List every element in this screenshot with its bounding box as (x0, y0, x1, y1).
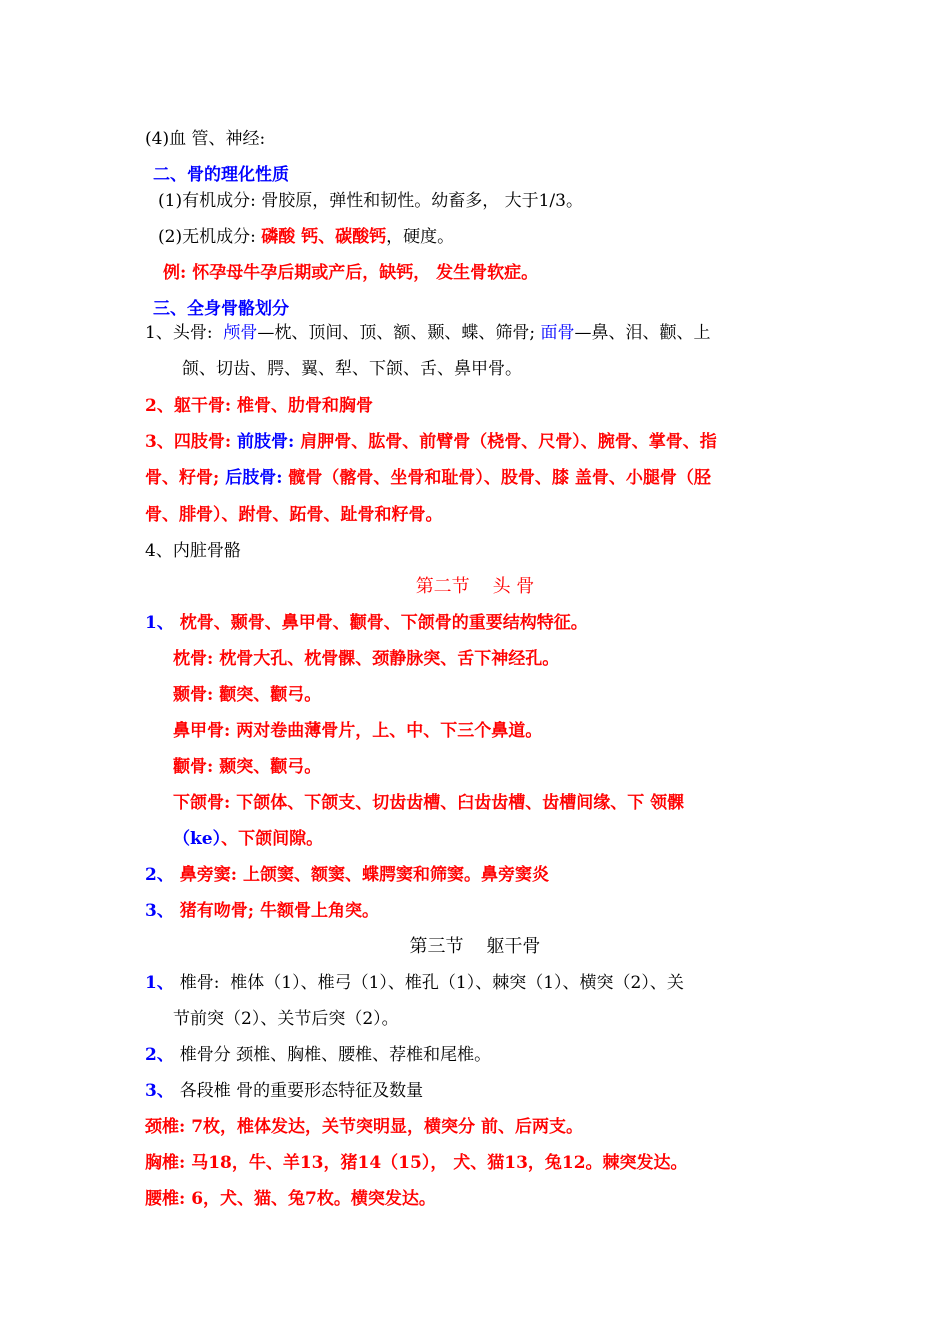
line-temporal: 颞骨: 颧突、颧弓。 (173, 685, 322, 705)
line-visceral-bones: 4、内脏骨骼 (145, 541, 241, 561)
line-trunk-bones: 2、躯干骨: 椎骨、肋骨和胸骨 (145, 396, 374, 416)
section-title-head-bones: 第二节 头 骨 (415, 576, 535, 597)
line-vertebra-types: 2、 椎骨分 颈椎、胸椎、腰椎、荐椎和尾椎。 (145, 1045, 492, 1065)
line-vertebra-parts: 1、 椎骨: 椎体（1）、椎弓（1）、椎孔（1）、棘突（1）、横突（2）、关 (145, 973, 684, 993)
line-lumbar: 腰椎: 6，犬、猫、兔7枚。横突发达。 (145, 1189, 436, 1209)
line-turbinate: 鼻甲骨: 两对卷曲薄骨片，上、中、下三个鼻道。 (173, 721, 543, 741)
line-organic-components: (1)有机成分: 骨胶原，弹性和韧性。幼畜多， 大于1/3。 (158, 191, 583, 211)
line-mandible: 下颌骨: 下颌体、下颌支、切齿齿槽、臼齿齿槽、齿槽间缘、下 领髁 (173, 793, 685, 813)
line-occipital: 枕骨: 枕骨大孔、枕骨髁、颈静脉突、舌下神经孔。 (173, 649, 560, 669)
line-limb-bones-cont2: 骨、腓骨）、跗骨、跖骨、趾骨和籽骨。 (145, 505, 443, 525)
heading-bone-properties: 二、骨的理化性质 (153, 165, 289, 185)
line-thoracic: 胸椎: 马18，牛、羊13，猪14（15）， 犬、猫13，兔12。棘突发达。 (145, 1153, 688, 1173)
line-paranasal-sinus: 2、 鼻旁窦: 上颌窦、额窦、蝶腭窦和筛窦。鼻旁窦炎 (145, 865, 549, 885)
line-head-bones-cont: 颌、切齿、腭、翼、犁、下颌、舌、鼻甲骨。 (182, 359, 522, 379)
line-zygomatic: 颧骨: 颞突、颧弓。 (173, 757, 322, 777)
line-inorganic-components: (2)无机成分: 磷酸 钙、碳酸钙，硬度。 (158, 227, 455, 247)
line-cervical: 颈椎: 7枚，椎体发达，关节突明显，横突分 前、后两支。 (145, 1117, 583, 1137)
heading-skeleton-division: 三、全身骨骼划分 (153, 299, 289, 319)
section-title-trunk-bones: 第三节 躯干骨 (409, 936, 541, 957)
line-blood-vessels-nerves: (4)血 管、神经: (145, 129, 266, 149)
line-rostral-bone: 3、 猪有吻骨; 牛额骨上角突。 (145, 901, 379, 921)
line-limb-bones-cont: 骨、籽骨; 后肢骨: 髋骨（髂骨、坐骨和耻骨）、股骨、膝 盖骨、小腿骨（胫 (145, 468, 711, 488)
line-mandible-cont: （ke）、下颌间隙。 (173, 829, 324, 849)
line-limb-bones: 3、四肢骨: 前肢骨: 肩胛骨、肱骨、前臂骨（桡骨、尺骨）、腕骨、掌骨、指 (145, 432, 717, 452)
line-vertebra-features: 3、 各段椎 骨的重要形态特征及数量 (145, 1081, 424, 1101)
line-vertebra-parts-cont: 节前突（2）、关节后突（2）。 (173, 1009, 399, 1029)
line-head-bones: 1、头骨: 颅骨—枕、顶间、顶、额、颞、蝶、筛骨; 面骨—鼻、泪、颧、上 (145, 323, 711, 343)
line-head-bone-features: 1、 枕骨、颞骨、鼻甲骨、颧骨、下颌骨的重要结构特征。 (145, 613, 588, 633)
line-example-calcium: 例: 怀孕母牛孕后期或产后，缺钙， 发生骨软症。 (163, 263, 539, 283)
